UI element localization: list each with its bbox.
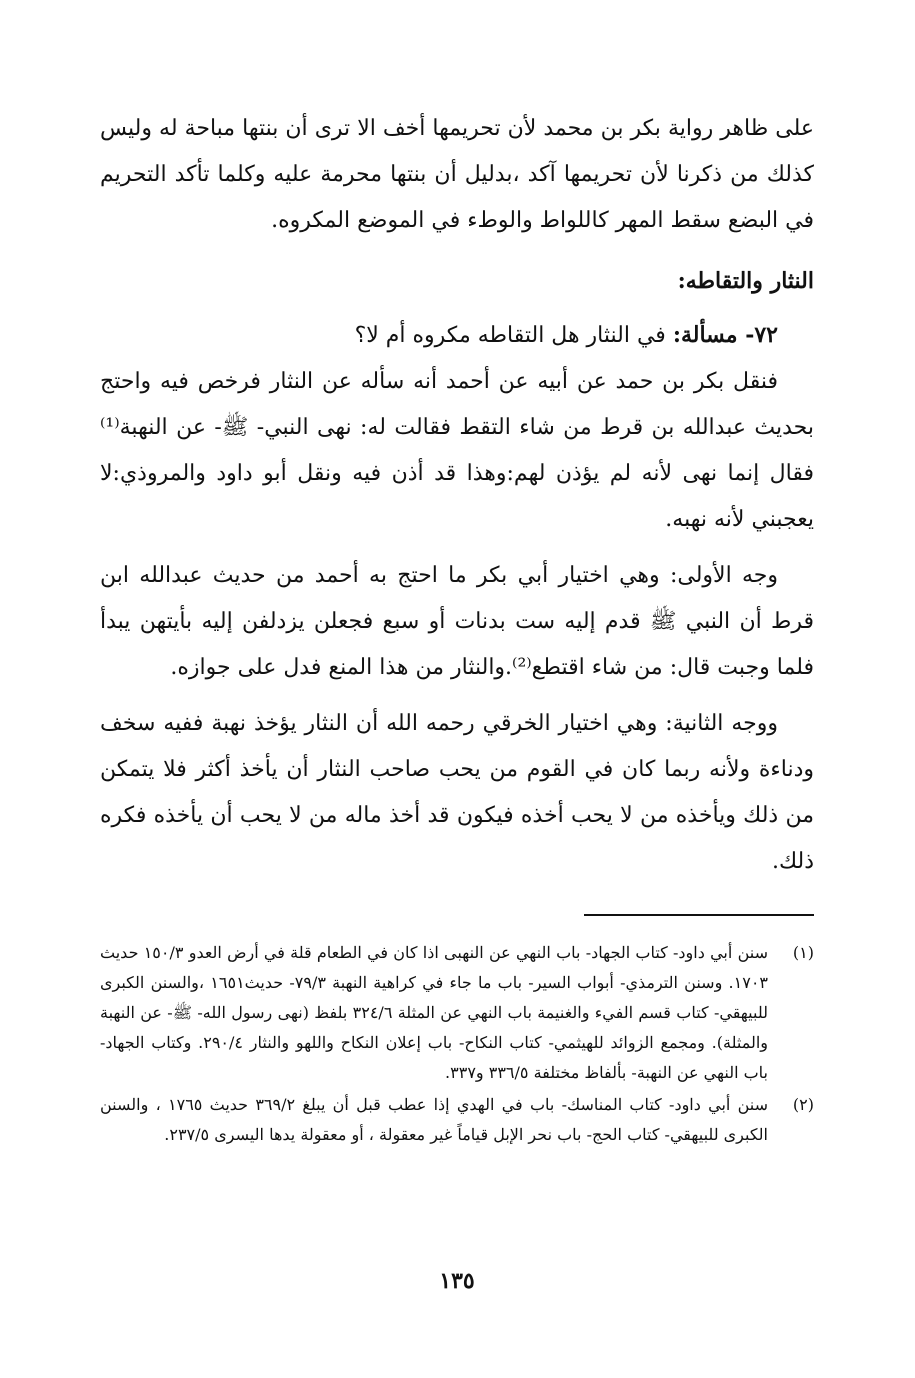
issue-question: في النثار هل التقاطه مكروه أم لا؟ bbox=[354, 323, 673, 348]
section-heading: النثار والتقاطه: bbox=[677, 268, 814, 294]
footnote-separator bbox=[584, 914, 814, 916]
footnote-2 bbox=[100, 1090, 814, 1150]
footnote-text: سنن أبي داود- كتاب الجهاد- باب النهي عن النهبى اذا كان في الطعام قلة في أرض العدو ١٥٠/٣ حديث ١٧٠٣. وسنن الترمذي- أبواب السير- باب ما جاء في كراهية النهبة ٧٩/٣- حديث١٦٥١ ،والسنن الكبرى للبيهقي- كتاب قسم الفيء والغنيمة باب النهي عن المثلة ٣٢٤/٦ بلفظ (نهى رسول الله- ﷺ- عن النهبة والمثلة). ومجمع الزوائد للهيثمي- كتاب النكاح- باب إعلان النكاح واللهو والنثار ٢٩٠/٤. وكتاب الجهاد- باب النهي عن النهبة- بألفاظ مختلفة ٣٣٦/٥ و٣٣٧. bbox=[100, 943, 769, 1082]
book-page bbox=[100, 106, 814, 1306]
footnote-1 bbox=[100, 938, 814, 1088]
paragraph-first-view: وجه الأولى: وهي اختيار أبي بكر ما احتج به أحمد من حديث عبدالله ابن قرط أن النبي ﷺ قدم إليه ست بدنات أو سبع فجعلن يزدلفن إليه بأيتهن يبدأ فلما وجبت قال: من شاء اقتطع⁽²⁾.والنثار من هذا المنع فدل على جوازه. bbox=[100, 563, 814, 680]
footnotes bbox=[100, 938, 814, 1152]
page-number: ١٣٥ bbox=[439, 1268, 475, 1294]
main-text bbox=[100, 106, 814, 885]
paragraph-second-view: ووجه الثانية: وهي اختيار الخرقي رحمه الله أن النثار يؤخذ نهبة ففيه سخف ودناءة ولأنه ربما كان في القوم من يحب صاحب النثار أن يأخذ أكثر فلا يتمكن من ذلك ويأخذه من لا يحب أخذه فيكون قد أخذ ماله من لا يحب أن يأخذه فكره ذلك. bbox=[100, 711, 814, 874]
footnote-text: سنن أبي داود- كتاب المناسك- باب في الهدي إذا عطب قبل أن يبلغ ٣٦٩/٢ حديث ١٧٦٥ ، والسنن الكبرى للبيهقي- كتاب الحج- باب نحر الإبل قياماً غير معقولة ، أو معقولة يدها اليسرى ٢٣٧/٥. bbox=[100, 1095, 769, 1144]
footnote-number: (٢) bbox=[792, 1095, 814, 1114]
issue-label: ٧٢- مسألة: bbox=[672, 322, 778, 348]
footnote-number: (١) bbox=[792, 943, 814, 962]
paragraph-narration: فنقل بكر بن حمد عن أبيه عن أحمد أنه سأله عن النثار فرخص فيه واحتج بحديث عبدالله بن قرط من شاء التقط فقالت له: نهى النبي- ﷺ- عن النهبة⁽¹⁾ فقال إنما نهى لأنه لم يؤذن لهم:وهذا قد أذن فيه ونقل أبو داود والمروذي:لا يعجبني لأنه نهبه. bbox=[100, 369, 814, 532]
issue-paragraph bbox=[100, 312, 814, 359]
intro-paragraph: على ظاهر رواية بكر بن محمد لأن تحريمها أخف الا ترى أن بنتها مباحة له وليس كذلك من ذكرنا لأن تحريمها آكد ،بدليل أن بنتها محرمة عليه وكلما تأكد التحريم في البضع سقط المهر كاللواط والوطء في الموضع المكروه. bbox=[100, 116, 814, 233]
